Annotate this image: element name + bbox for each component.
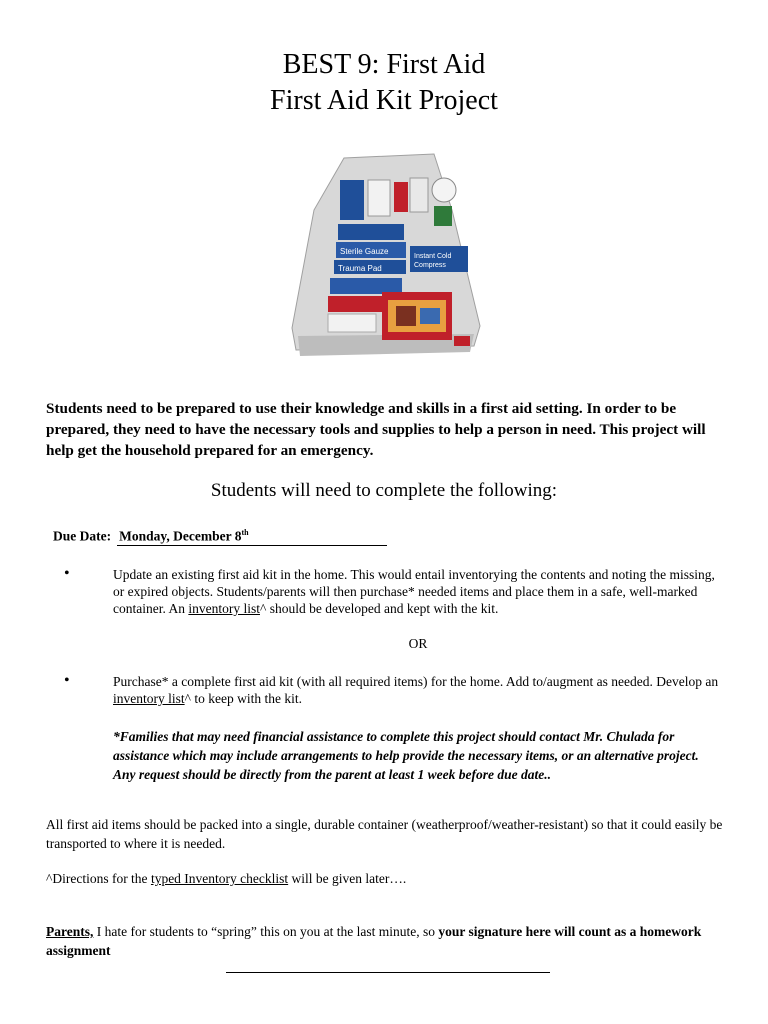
- parents-label: Parents,: [46, 924, 94, 939]
- option-update-text-end: ^ should be developed and kept with the kit.: [259, 601, 499, 616]
- bullet-icon: •: [64, 565, 70, 582]
- directions-suffix: will be given later….: [288, 871, 407, 886]
- option-purchase-text: Purchase* a complete first aid kit (with all required items) for the home. Add to/augment as needed. Develop an: [113, 674, 719, 689]
- signature-line[interactable]: [226, 972, 550, 973]
- option-update-kit: [113, 566, 723, 617]
- financial-assistance-note: *Families that may need financial assistance to complete this project should contact Mr. Chulada for assistance which may include arrangements to help provide the necessary items, or an alternative project. Any request should be directly from the parent at least 1 week before due date..: [113, 729, 699, 782]
- or-divider: OR: [408, 636, 428, 651]
- svg-text:Sterile Gauze: Sterile Gauze: [340, 247, 389, 256]
- first-aid-kit-image: [284, 150, 486, 362]
- intro-paragraph: Students need to be prepared to use their knowledge and skills in a first aid setting. In order to be prepared, they need to have the necessary tools and supplies to help a person in need. This project will help get the household prepared for an emergency.: [46, 400, 706, 459]
- parents-paragraph: [46, 922, 726, 960]
- requirements-heading: Students will need to complete the following:: [210, 480, 558, 501]
- due-date-suffix: th: [241, 528, 249, 537]
- container-paragraph: All first aid items should be packed into a single, durable container (weatherproof/weather-resistant) so that it could easily be transported to where it is needed.: [46, 817, 723, 851]
- due-date-label: Due Date:: [53, 528, 112, 544]
- directions-paragraph: [46, 869, 726, 888]
- option-update-text: Update an existing first aid kit in the home. This would entail inventorying the contents and noting the missing, or expired objects. Students/parents will then purchase* needed items and place them in a safe, well-marked container. An: [113, 567, 715, 616]
- due-date-value: [117, 528, 387, 546]
- due-date-text: Monday, December 8: [119, 528, 242, 544]
- title-line-1: BEST 9: First Aid: [282, 49, 486, 80]
- due-date: [53, 528, 387, 546]
- inventory-list-link-2: inventory list: [113, 691, 185, 706]
- directions-prefix: ^Directions for the: [46, 871, 151, 886]
- parents-text: I hate for students to “spring” this on you at the last minute, so: [93, 924, 439, 939]
- option-purchase-text-end: ^ to keep with the kit.: [184, 691, 302, 706]
- svg-text:Compress: Compress: [414, 262, 446, 269]
- title-line-2: First Aid Kit Project: [270, 85, 498, 116]
- svg-text:Trauma Pad: Trauma Pad: [338, 264, 382, 273]
- svg-text:Instant Cold: Instant Cold: [414, 253, 452, 260]
- inventory-checklist-link: typed Inventory checklist: [150, 871, 289, 886]
- parents-bold-text: your signature here will count as a homework assignment: [46, 924, 702, 958]
- inventory-list-link: inventory list: [188, 601, 260, 616]
- bullet-icon: •: [64, 672, 70, 689]
- option-purchase-kit: [113, 673, 723, 707]
